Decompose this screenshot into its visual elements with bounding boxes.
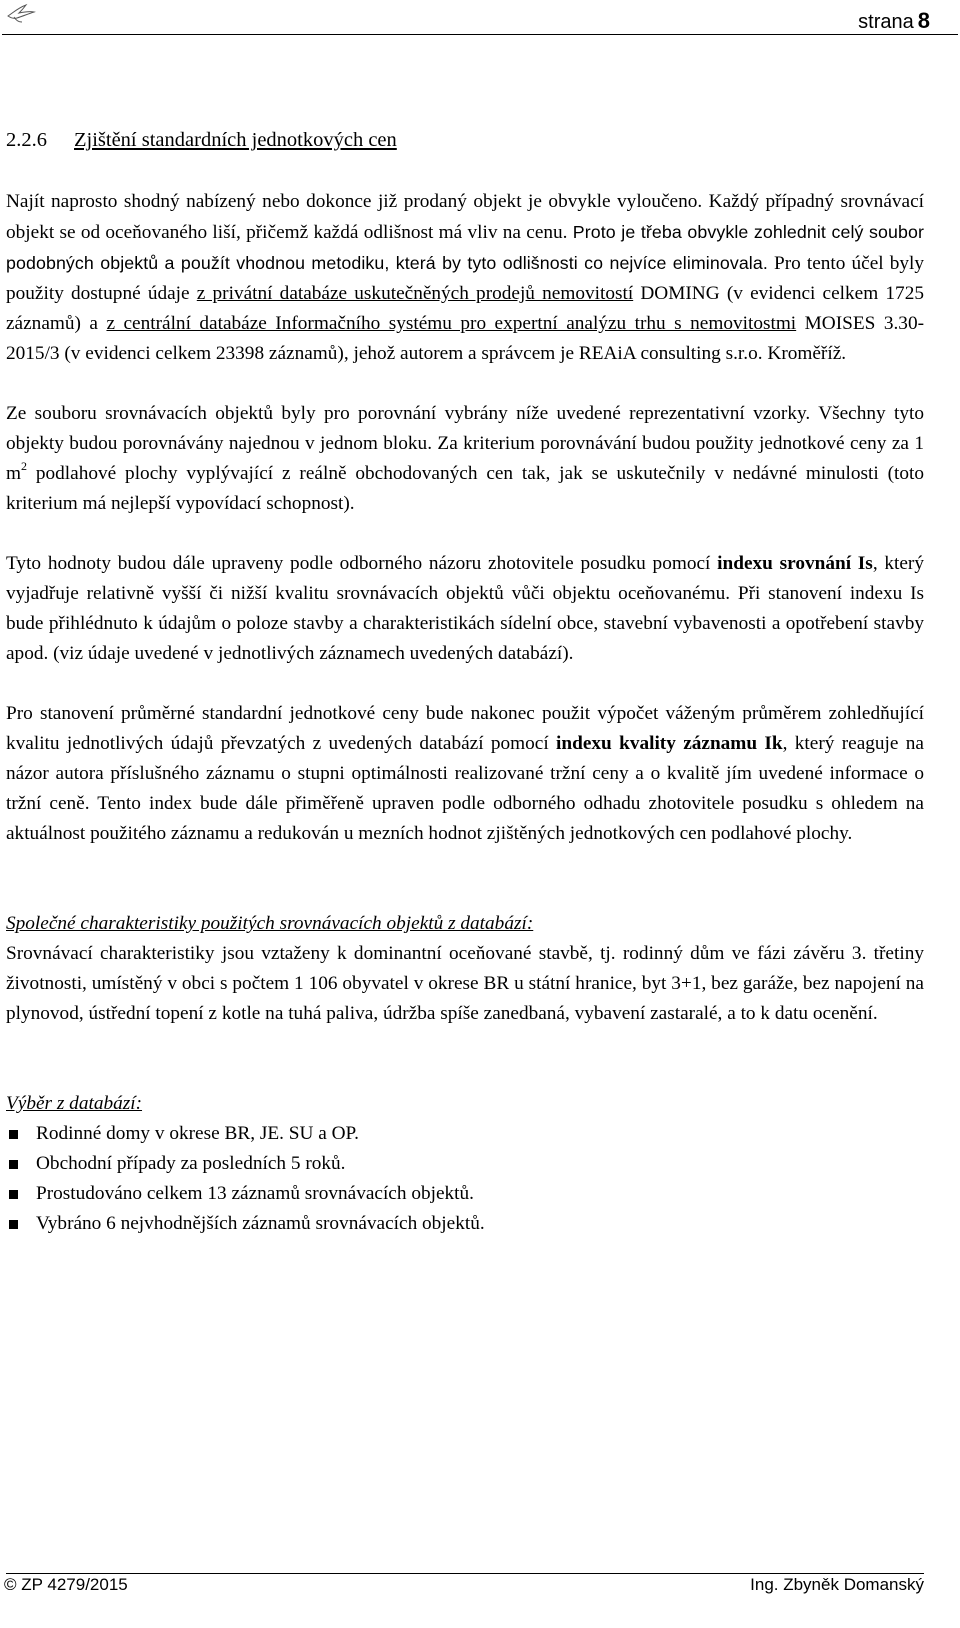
paragraph-index-is [6, 549, 924, 669]
characteristics-heading [6, 909, 924, 939]
footer-author: Ing. Zbyněk Domanský [750, 1575, 924, 1594]
para1-sentence-3b: DOMING (v evidenci celkem 1725 záznamů) a [6, 283, 924, 334]
footer-rule [6, 1573, 924, 1574]
section-heading [6, 125, 397, 155]
characteristics-heading-text: Společné charakteristiky použitých srovnávacích objektů z databází: [6, 913, 534, 934]
header-rule [2, 34, 958, 35]
document-body [6, 125, 924, 1239]
list-item: Rodinné domy v okrese BR, JE. SU a OP. [6, 1119, 924, 1149]
section-number: 2.2.6 [6, 129, 47, 151]
dove-logo-icon [6, 2, 36, 24]
page-number [858, 8, 930, 34]
selection-list [6, 1119, 924, 1239]
page-label: strana [858, 11, 914, 33]
index-is-term: indexu srovnání Is [717, 553, 873, 574]
list-item: Obchodní případy za posledních 5 roků. [6, 1149, 924, 1179]
para4-text-a: Pro stanovení průměrné standardní jednotkové ceny bude nakonec použit výpočet váženým průměrem zohledňující kvalitu jednotlivých údajů převzatých z uvedených databází pomocí [6, 703, 924, 754]
para1-sentence-2: Proto je třeba obvykle zohlednit celý soubor podobných objektů a použít vhodnou metodiku, která by tyto odlišnosti co nejvíce eliminovala. [6, 222, 924, 273]
footer-document-id: © ZP 4279/2015 [4, 1575, 128, 1594]
paragraph-intro [6, 187, 924, 369]
para3-text-b: , který vyjadřuje relativně vyšší či nižší kvalitu srovnávacích objektů vůči objektu oceňovanému. Při stanovení indexu Is bude přihlédnuto k údajům o poloze stavby a charakteristikách sídelní obce, stavební vybavenosti a opotřebení stavby apod. (viz údaje uvedené v jednotlivých záznamech uvedených databází). [6, 553, 924, 664]
page-number-value: 8 [917, 8, 930, 33]
para1-sentence-1: Najít naprosto shodný nabízený nebo dokonce již prodaný objekt je obvykle vyloučeno. Každý případný srovnávací objekt se od oceňovaného liší, přičemž každá odlišnost má vliv na cenu. [6, 191, 924, 243]
selection-heading-text: Výběr z databází: [6, 1093, 143, 1114]
para2-text-b: podlahové plochy vyplývající z reálně obchodovaných cen tak, jak se uskutečnily v nedávné minulosti (toto kriterium má nejlepší vypovídací schopnost). [6, 463, 924, 514]
para2-text-a: Ze souboru srovnávacích objektů byly pro porovnání vybrány níže uvedené reprezentativní vzorky. Všechny tyto objekty budou porovnávány najednou v jednom bloku. Za kriterium porovnávání budou použity jednotkové ceny za 1 m [6, 403, 924, 484]
para1-sentence-3a: Pro tento účel byly použity dostupné údaje [6, 253, 924, 304]
paragraph-characteristics [6, 939, 924, 1029]
list-item: Vybráno 6 nejvhodnějších záznamů srovnávacích objektů. [6, 1209, 924, 1239]
moises-database-link: z centrální databáze Informačního systému pro expertní analýzu trhu s nemovitostmi [106, 313, 797, 334]
para1-sentence-3c: MOISES 3.30-2015/3 (v evidenci celkem 23398 záznamů), jehož autorem a správcem je REAiA consulting s.r.o. Kroměříž. [6, 313, 925, 364]
superscript-2: 2 [21, 458, 27, 473]
doming-database-link: z privátní databáze uskutečněných prodejů nemovitostí [196, 283, 634, 304]
index-ik-term: indexu kvality záznamu Ik [556, 733, 783, 754]
paragraph-samples [6, 399, 924, 519]
para4-text-b: , který reaguje na názor autora příslušného záznamu o stupni optimálnosti realizované tržní ceny a o kvalitě jím uvedené informace o tržní ceně. Tento index bude dále přiměřeně upraven podle odborného odhadu zhotovitele posudku s ohledem na aktuálnost použitého záznamu a redukován u mezních hodnot zjištěných jednotkových cen podlahové plochy. [6, 733, 924, 844]
paragraph-index-ik [6, 699, 924, 849]
list-item: Prostudováno celkem 13 záznamů srovnávacích objektů. [6, 1179, 924, 1209]
characteristics-text: Srovnávací charakteristiky jsou vztaženy k dominantní oceňované stavbě, tj. rodinný dům ve fázi závěru 3. třetiny životnosti, umístěný v obci s počtem 1 106 obyvatel v okrese BR u státní hranice, byt 3+1, bez garáže, bez napojení na plynovod, ústřední topení z kotle na tuhá paliva, údržba spíše zanedbaná, vybavení zastaralé, a to k datu ocenění. [6, 943, 924, 1024]
selection-heading [6, 1089, 924, 1119]
para3-text-a: Tyto hodnoty budou dále upraveny podle odborného názoru zhotovitele posudku pomocí [6, 553, 711, 574]
section-title: Zjištění standardních jednotkových cen [74, 129, 397, 151]
